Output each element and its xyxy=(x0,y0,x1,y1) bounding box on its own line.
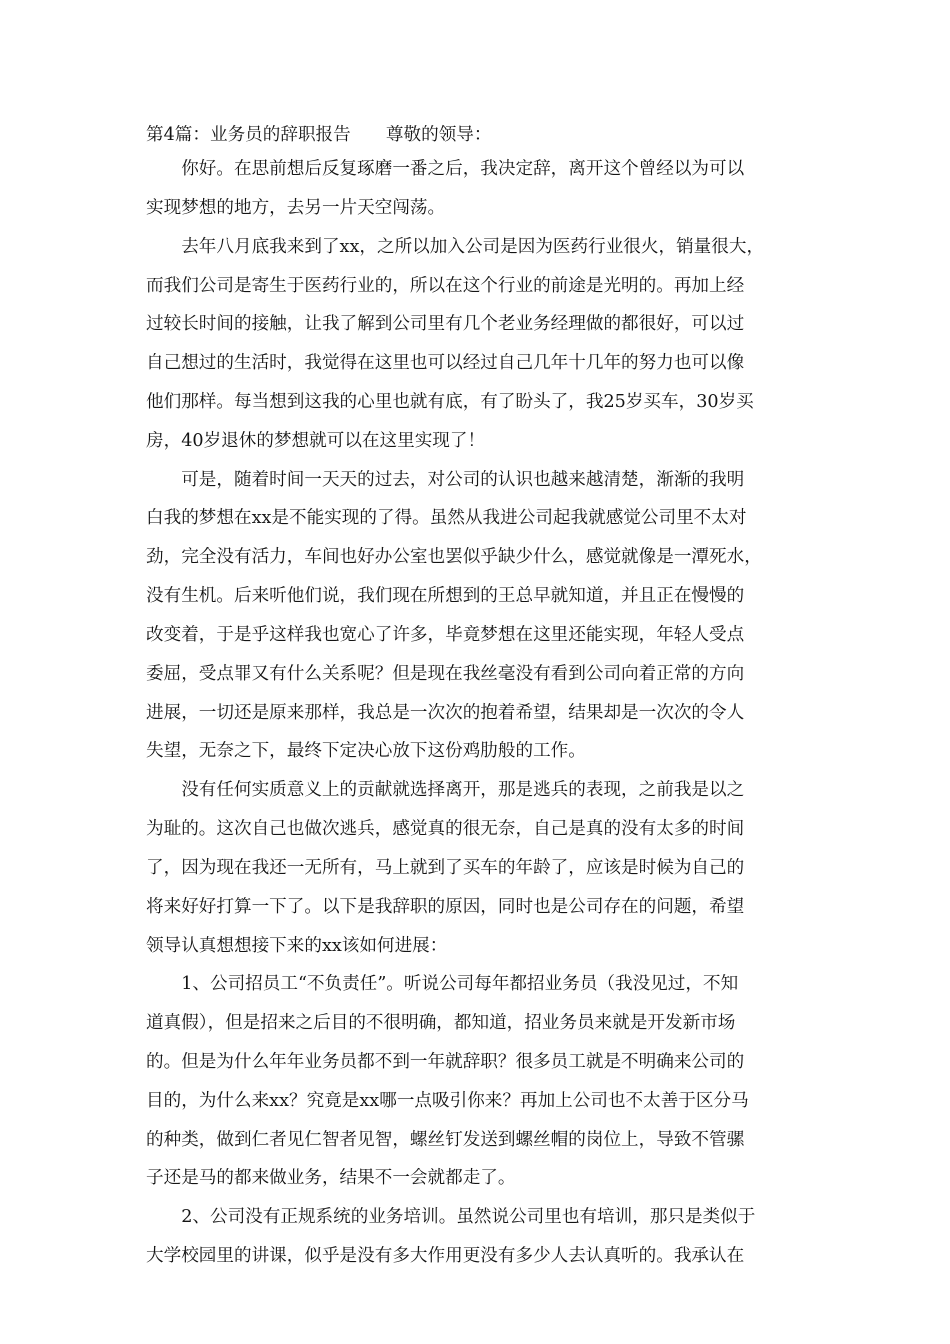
text-line: 了，因为现在我还一无所有，马上就到了买车的年龄了，应该是时候为自己的 xyxy=(146,858,745,878)
text-line: 领导认真想想接下来的xx该如何进展： xyxy=(146,936,448,956)
text-line: 自己想过的生活时，我觉得在这里也可以经过自己几年十几年的努力也可以像 xyxy=(146,353,745,373)
text-line: 你好。在思前想后反复琢磨一番之后，我决定辞，离开这个曾经以为可以 xyxy=(146,159,745,179)
text-line: 道真假），但是招来之后目的不很明确，都知道，招业务员来就是开发新市场 xyxy=(146,1013,736,1033)
text-line: 子还是马的都来做业务，结果不一会就都走了。 xyxy=(146,1168,516,1188)
text-line: 白我的梦想在xx是不能实现的了得。虽然从我进公司起我就感觉公司里不太对 xyxy=(146,508,747,528)
text-line: 过较长时间的接触，让我了解到公司里有几个老业务经理做的都很好，可以过 xyxy=(146,314,745,334)
text-line: 他们那样。每当想到这我的心里也就有底，有了盼头了，我25岁买车，30岁买 xyxy=(146,392,754,412)
text-line: 大学校园里的讲课，似乎是没有多大作用更没有多少人去认真听的。我承认在 xyxy=(146,1246,745,1266)
text-line: 的种类，做到仁者见仁智者见智，螺丝钉发送到螺丝帽的岗位上，导致不管骡 xyxy=(146,1130,745,1150)
text-line: 去年八月底我来到了xx，之所以加入公司是因为医药行业很火，销量很大， xyxy=(146,237,765,257)
text-line: 没有任何实质意义上的贡献就选择离开，那是逃兵的表现，之前我是以之 xyxy=(146,780,745,800)
document-heading: 第4篇：业务员的辞职报告 尊敬的领导： xyxy=(146,125,492,145)
text-line: 房，40岁退休的梦想就可以在这里实现了！ xyxy=(146,431,486,451)
text-line: 目的，为什么来xx？究竟是xx哪一点吸引你来？再加上公司也不太善于区分马 xyxy=(146,1091,749,1111)
text-line: 进展，一切还是原来那样，我总是一次次的抱着希望，结果却是一次次的令人 xyxy=(146,703,745,723)
text-line: 1、公司招员工“不负责任”。听说公司每年都招业务员（我没见过，不知 xyxy=(146,974,739,994)
text-line: 委屈，受点罪又有什么关系呢？但是现在我丝毫没有看到公司向着正常的方向 xyxy=(146,664,745,684)
text-line: 将来好好打算一下了。以下是我辞职的原因，同时也是公司存在的问题，希望 xyxy=(146,897,745,917)
text-line: 劲，完全没有活力，车间也好办公室也罢似乎缺少什么，感觉就像是一潭死水， xyxy=(146,547,762,567)
text-line: 可是，随着时间一天天的过去，对公司的认识也越来越清楚，渐渐的我明 xyxy=(146,470,745,490)
text-line: 实现梦想的地方，去另一片天空闯荡。 xyxy=(146,198,446,218)
text-line: 改变着，于是乎这样我也宽心了许多，毕竟梦想在这里还能实现，年轻人受点 xyxy=(146,625,745,645)
text-line: 2、公司没有正规系统的业务培训。虽然说公司里也有培训，那只是类似于 xyxy=(146,1207,756,1227)
text-line: 而我们公司是寄生于医药行业的，所以在这个行业的前途是光明的。再加上经 xyxy=(146,276,745,296)
text-line: 失望，无奈之下，最终下定决心放下这份鸡肋般的工作。 xyxy=(146,741,586,761)
text-line: 为耻的。这次自己也做次逃兵，感觉真的很无奈，自己是真的没有太多的时间 xyxy=(146,819,745,839)
text-line: 没有生机。后来听他们说，我们现在所想到的王总早就知道，并且正在慢慢的 xyxy=(146,586,745,606)
text-line: 的。但是为什么年年业务员都不到一年就辞职？很多员工就是不明确来公司的 xyxy=(146,1052,745,1072)
